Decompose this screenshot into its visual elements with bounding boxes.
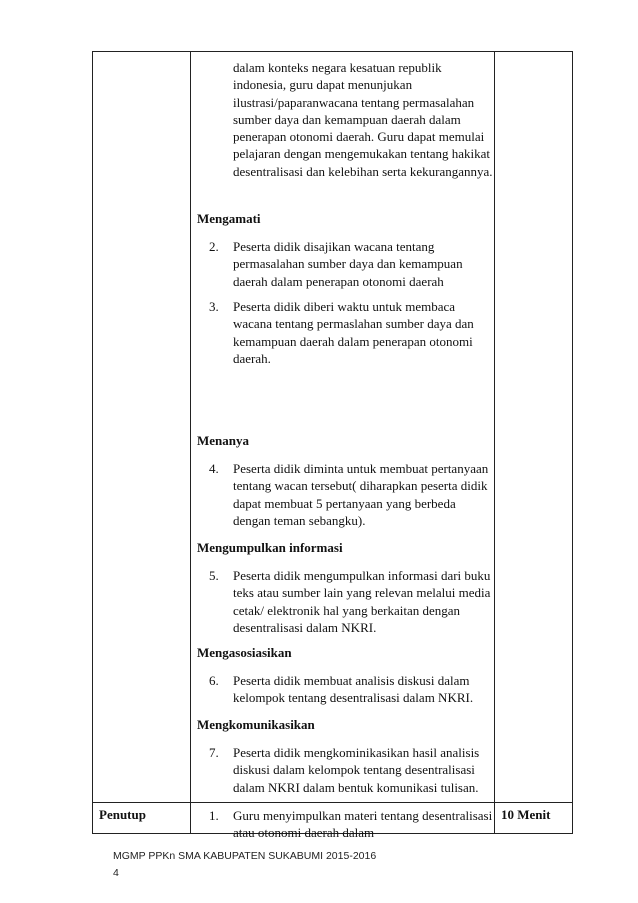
section-heading-mengumpulkan: Mengumpulkan informasi [197, 540, 343, 555]
item-text: Peserta didik diminta untuk membuat pertanyaan tentang wacan tersebut( diharapkan peserta didik dapat membuat 5 pertanyaan yang berbeda dengan teman sebangku). [233, 461, 489, 528]
footer-text: MGMP PPKn SMA KABUPATEN SUKABUMI 2015-2016 [113, 850, 377, 862]
page-number: 4 [113, 867, 119, 879]
item-number: 4. [209, 461, 219, 476]
item-text: Peserta didik mengkominikasikan hasil analisis diskusi dalam kelompok tentang desentralisasi dalam NKRI dalam bentuk komunikasi tulisan. [233, 745, 480, 795]
item-number: 1. [209, 808, 219, 823]
item-text: Peserta didik disajikan wacana tentang permasalahan sumber daya dan kemampuan daerah dalam penerapan otonomi daerah [233, 239, 463, 289]
row-divider [93, 802, 572, 803]
duration-label: 10 Menit [501, 807, 551, 822]
item-text: Peserta didik mengumpulkan informasi dari buku teks atau sumber lain yang relevan melalui media cetak/ elektronik hal yang berkaitan dengan desentralisasi dalam NKRI. [233, 568, 491, 635]
item-text: Guru menyimpulkan materi tentang desentralisasi atau otonomi daerah dalam [233, 808, 493, 841]
item-number: 3. [209, 299, 219, 314]
intro-paragraph: dalam konteks negara kesatuan republik indonesia, guru dapat menunjukan ilustrasi/paparanwacana tentang permasalahan sumber daya dan kemampuan daerah dalam penerapan otonomi daerah. Guru dapat memulai pelajaran dengan mengemukakan tentang hakikat desentralisasi dan kelebihan serta kekurangannya. [233, 60, 493, 179]
section-heading-mengkomunikasikan: Mengkomunikasikan [197, 717, 315, 732]
column-divider [494, 52, 495, 833]
item-text: Peserta didik diberi waktu untuk membaca wacana tentang permaslahan sumber daya dan kemampuan daerah dalam penerapan otonomi daerah. [233, 299, 474, 366]
item-number: 6. [209, 673, 219, 688]
phase-label-penutup: Penutup [99, 807, 146, 822]
item-number: 5. [209, 568, 219, 583]
item-number: 2. [209, 239, 219, 254]
section-heading-mengasosiasikan: Mengasosiasikan [197, 645, 292, 660]
section-heading-mengamati: Mengamati [197, 211, 261, 226]
item-text: Peserta didik membuat analisis diskusi dalam kelompok tentang desentralisasi dalam NKRI. [233, 673, 474, 706]
column-divider [190, 52, 191, 833]
item-number: 7. [209, 745, 219, 760]
lesson-table [92, 51, 573, 841]
section-heading-menanya: Menanya [197, 433, 249, 448]
